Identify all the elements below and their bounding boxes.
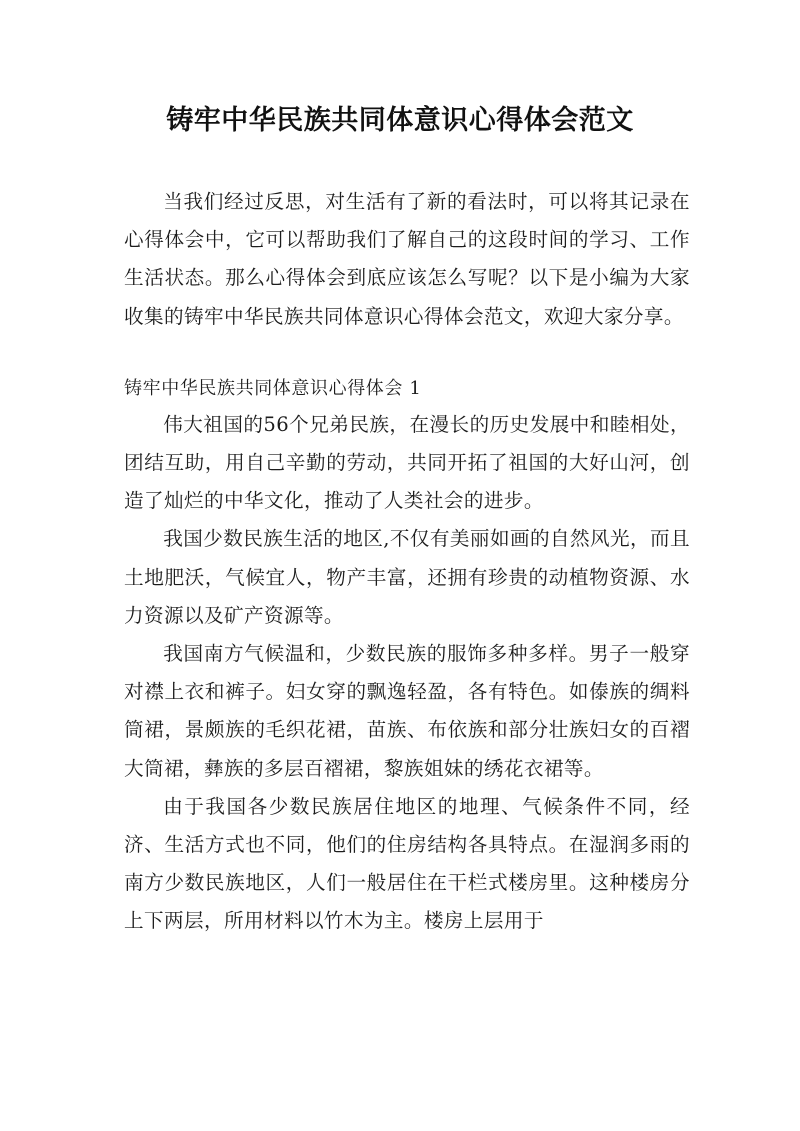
body-paragraph: 我国南方气候温和，少数民族的服饰多种多样。男子一般穿对襟上衣和裤子。妇女穿的飘逸轻盈，各有特色。如傣族的绸料筒裙，景颇族的毛织花裙，苗族、布依族和部分壮族妇女的百褶大筒裙，彝族的多层百褶裙，黎族姐妹的绣花衣裙等。 — [124, 642, 690, 780]
intro-paragraph: 当我们经过反思，对生活有了新的看法时，可以将其记录在心得体会中，它可以帮助我们了解自己的这段时间的学习、工作生活状态。那么心得体会到底应该怎么写呢？以下是小编为大家收集的铸牢中华民族共同体意识心得体会范文，欢迎大家分享。 — [124, 190, 690, 328]
body-paragraph: 我国少数民族生活的地区,不仅有美丽如画的自然风光，而且土地肥沃，气候宜人，物产丰富，还拥有珍贵的动植物资源、水力资源以及矿产资源等。 — [124, 527, 690, 627]
document-title: 铸牢中华民族共同体意识心得体会范文 — [166, 105, 634, 136]
document-body — [124, 183, 690, 941]
body-paragraph: 由于我国各少数民族居住地区的地理、气候条件不同，经济、生活方式也不同，他们的住房结构各具特点。在湿润多雨的南方少数民族地区，人们一般居住在干栏式楼房里。这种楼房分上下两层，所用材料以竹木为主。楼房上层用于 — [124, 794, 690, 933]
section-title: 铸牢中华民族共同体意识心得体会 1 — [124, 377, 422, 399]
body-paragraph: 伟大祖国的56个兄弟民族，在漫长的历史发展中和睦相处，团结互助，用自己辛勤的劳动，共同开拓了祖国的大好山河，创造了灿烂的中华文化，推动了人类社会的进步。 — [124, 412, 690, 513]
